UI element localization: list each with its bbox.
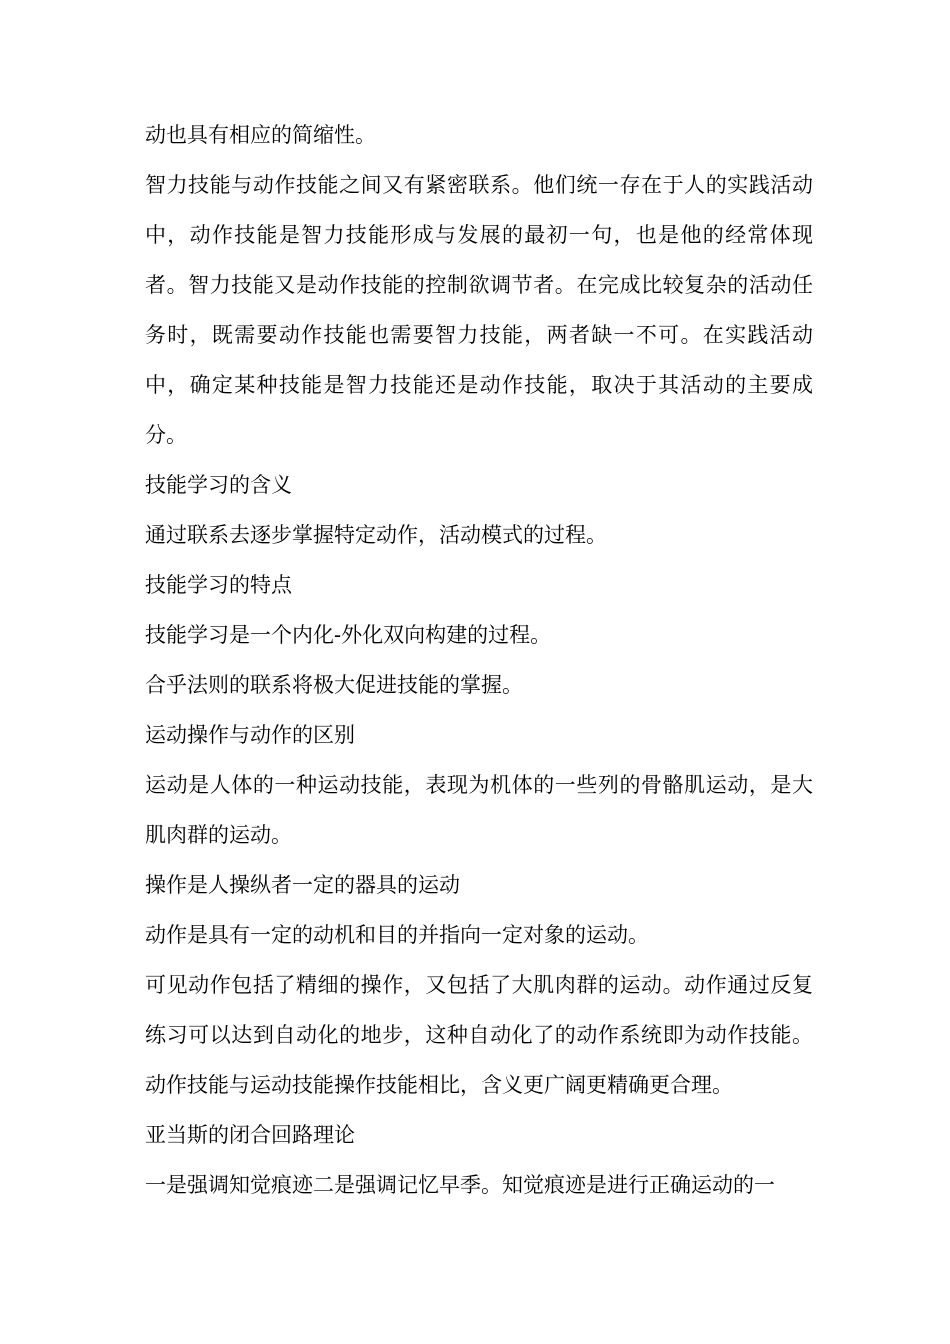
paragraph-adams-theory: 一是强调知觉痕迹二是强调记忆早季。知觉痕迹是进行正确运动的一 — [145, 1173, 775, 1197]
paragraph-feature-internalization: 技能学习是一个内化-外化双向构建的过程。 — [145, 623, 552, 647]
paragraph-motion-definition: 运动是人体的一种运动技能，表现为机体的一些列的骨骼肌运动，是大肌肉群的运动。 — [145, 773, 813, 847]
paragraph-action-definition: 动作是具有一定的动机和目的并指向一定对象的运动。 — [145, 923, 649, 947]
paragraph-operation-definition: 操作是人操纵者一定的器具的运动 — [145, 873, 460, 897]
paragraph-feature-lawful-practice: 合乎法则的联系将极大促进技能的掌握。 — [145, 673, 523, 697]
heading-motion-operation-action: 运动操作与动作的区别 — [145, 723, 355, 747]
document-page — [145, 110, 813, 1210]
paragraph-continuation: 动也具有相应的简缩性。 — [145, 123, 376, 147]
heading-skill-learning-meaning: 技能学习的含义 — [145, 473, 292, 497]
paragraph-action-skill-summary: 可见动作包括了精细的操作，又包括了大肌肉群的运动。动作通过反复练习可以达到自动化的地步，这种自动化了的动作系统即为动作技能。动作技能与运动技能操作技能相比，含义更广阔更精确更合理。 — [145, 973, 813, 1097]
heading-skill-learning-features: 技能学习的特点 — [145, 573, 292, 597]
heading-adams-closed-loop: 亚当斯的闭合回路理论 — [145, 1123, 355, 1147]
paragraph-skill-learning-definition: 通过联系去逐步掌握特定动作，活动模式的过程。 — [145, 523, 607, 547]
paragraph-skills-relation: 智力技能与动作技能之间又有紧密联系。他们统一存在于人的实践活动中，动作技能是智力技能形成与发展的最初一句，也是他的经常体现者。智力技能又是动作技能的控制欲调节者。在完成比较复杂的活动任务时，既需要动作技能也需要智力技能，两者缺一不可。在实践活动中，确定某种技能是智力技能还是动作技能，取决于其活动的主要成分。 — [145, 173, 813, 447]
